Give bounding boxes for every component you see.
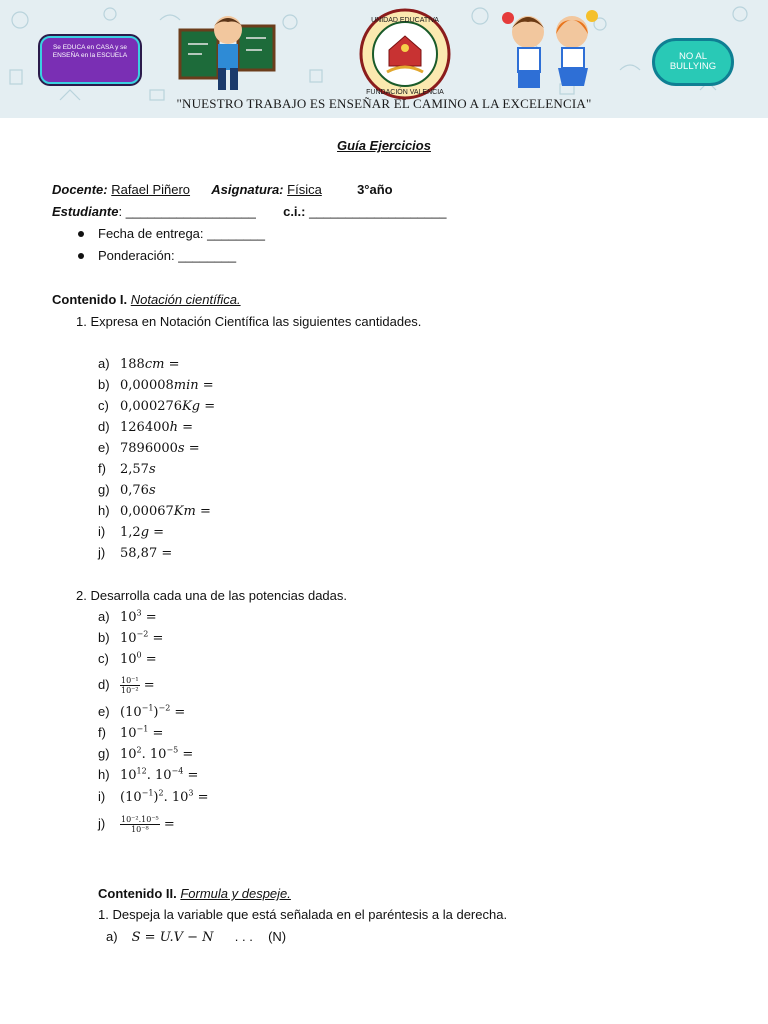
docente-label: Docente:: [52, 182, 108, 197]
badge-educa-text: Se EDUCA en CASA y se ENSEÑA en la ESCUELA: [52, 44, 128, 59]
list-item: e) 7896000s =: [98, 440, 200, 456]
bullet-fecha: [78, 226, 265, 242]
school-motto: "NUESTRO TRABAJO ES ENSEÑAR EL CAMINO A LA EXCELENCIA": [176, 96, 592, 111]
list-item: h) 0,00067Km =: [98, 503, 211, 519]
list-item: i) $(10^{-1})^2$. $10^3$ =: [98, 788, 209, 805]
section2-question-1: 1. Despeja la variable que está señalada en el paréntesis a la derecha.: [98, 907, 508, 922]
kids-illustration: [498, 6, 602, 98]
list-item: c) 0,000276Kg =: [98, 398, 216, 414]
section1-label: Contenido I.: [52, 292, 128, 307]
list-item: g) 0,76s: [98, 482, 156, 498]
list-item: d) $\frac{\text{10⁻¹}}{\text{10⁻²}}$ =: [98, 676, 155, 696]
section2-topic: Formula y despeje.: [180, 886, 291, 901]
asignatura-label: Asignatura:: [211, 182, 284, 197]
ponderacion[interactable]: Ponderación: ________: [98, 248, 237, 263]
list-item: d) 126400h =: [98, 419, 194, 435]
school-crest: [352, 6, 458, 102]
student-line: [52, 204, 446, 220]
list-item: j) $\frac{\text{10⁻².10⁻⁵}}{\text{10⁻⁸}}$ =: [98, 815, 175, 835]
student-chalkboard-illustration: [178, 8, 278, 96]
list-item: a) $10^3$ =: [98, 608, 157, 625]
list-item: b) $10^{-2}$ =: [98, 629, 164, 646]
badge-bullying-text: NO AL BULLYING: [669, 51, 717, 72]
badge-educa-en-casa: [40, 36, 140, 84]
section2-heading: [98, 886, 291, 902]
header-banner: [0, 0, 768, 118]
list-item: f) 2,57s: [98, 461, 156, 477]
fraction: $\frac{\text{10⁻².10⁻⁵}}{\text{10⁻⁸}}$: [121, 815, 159, 835]
bullet-icon: [78, 253, 84, 259]
section1-heading: [52, 292, 241, 308]
docente-value: Rafael Piñero: [111, 182, 191, 197]
page-title: Guía Ejercicios: [337, 138, 431, 153]
formula: S = U.V − N: [131, 930, 214, 945]
fecha-entrega[interactable]: Fecha de entrega: ________: [98, 226, 265, 241]
list-item: f) $10^{-1}$ =: [98, 724, 164, 741]
question-2: 2. Desarrolla cada una de las potencias dadas.: [76, 588, 348, 603]
bullet-icon: [78, 231, 84, 237]
crest-top-text: UNIDAD EDUCATIVA: [371, 17, 439, 24]
asignatura-value: Física: [287, 182, 322, 197]
ci-label: c.i.:: [283, 204, 306, 219]
question-1: 1. Expresa en Notación Científica las siguientes cantidades.: [76, 314, 422, 329]
list-item: c) $10^0$ =: [98, 650, 157, 667]
list-item: h) $10^{12}$. $10^{-4}$ =: [98, 766, 199, 783]
list-item: e) $(10^{-1})^{-2}$ =: [98, 703, 186, 720]
bullet-ponderacion: [78, 248, 236, 264]
estudiante-label: Estudiante: [52, 204, 119, 219]
list-item: a) S = U.V − N . . . (N): [106, 929, 287, 945]
list-item: g) $10^2$. $10^{-5}$ =: [98, 745, 194, 762]
estudiante-blank[interactable]: : __________________: [118, 204, 256, 219]
ci-blank[interactable]: ___________________: [305, 204, 447, 219]
badge-no-al-bullying: [652, 38, 734, 86]
grade-label: 3°año: [357, 182, 393, 197]
list-item: a) 188cm =: [98, 356, 180, 372]
crest-bottom-text: FUNDACIÓN VALENCIA: [366, 89, 444, 96]
target-variable: (N): [268, 929, 287, 944]
list-item: b) 0,00008min =: [98, 377, 214, 393]
section2-label: Contenido II.: [98, 886, 177, 901]
fraction: $\frac{\text{10⁻¹}}{\text{10⁻²}}$: [121, 676, 139, 696]
list-item: j) 58,87 =: [98, 545, 173, 561]
list-item: i) 1,2g =: [98, 524, 165, 540]
section1-topic: Notación científica.: [130, 292, 241, 307]
teacher-line: [52, 182, 393, 198]
